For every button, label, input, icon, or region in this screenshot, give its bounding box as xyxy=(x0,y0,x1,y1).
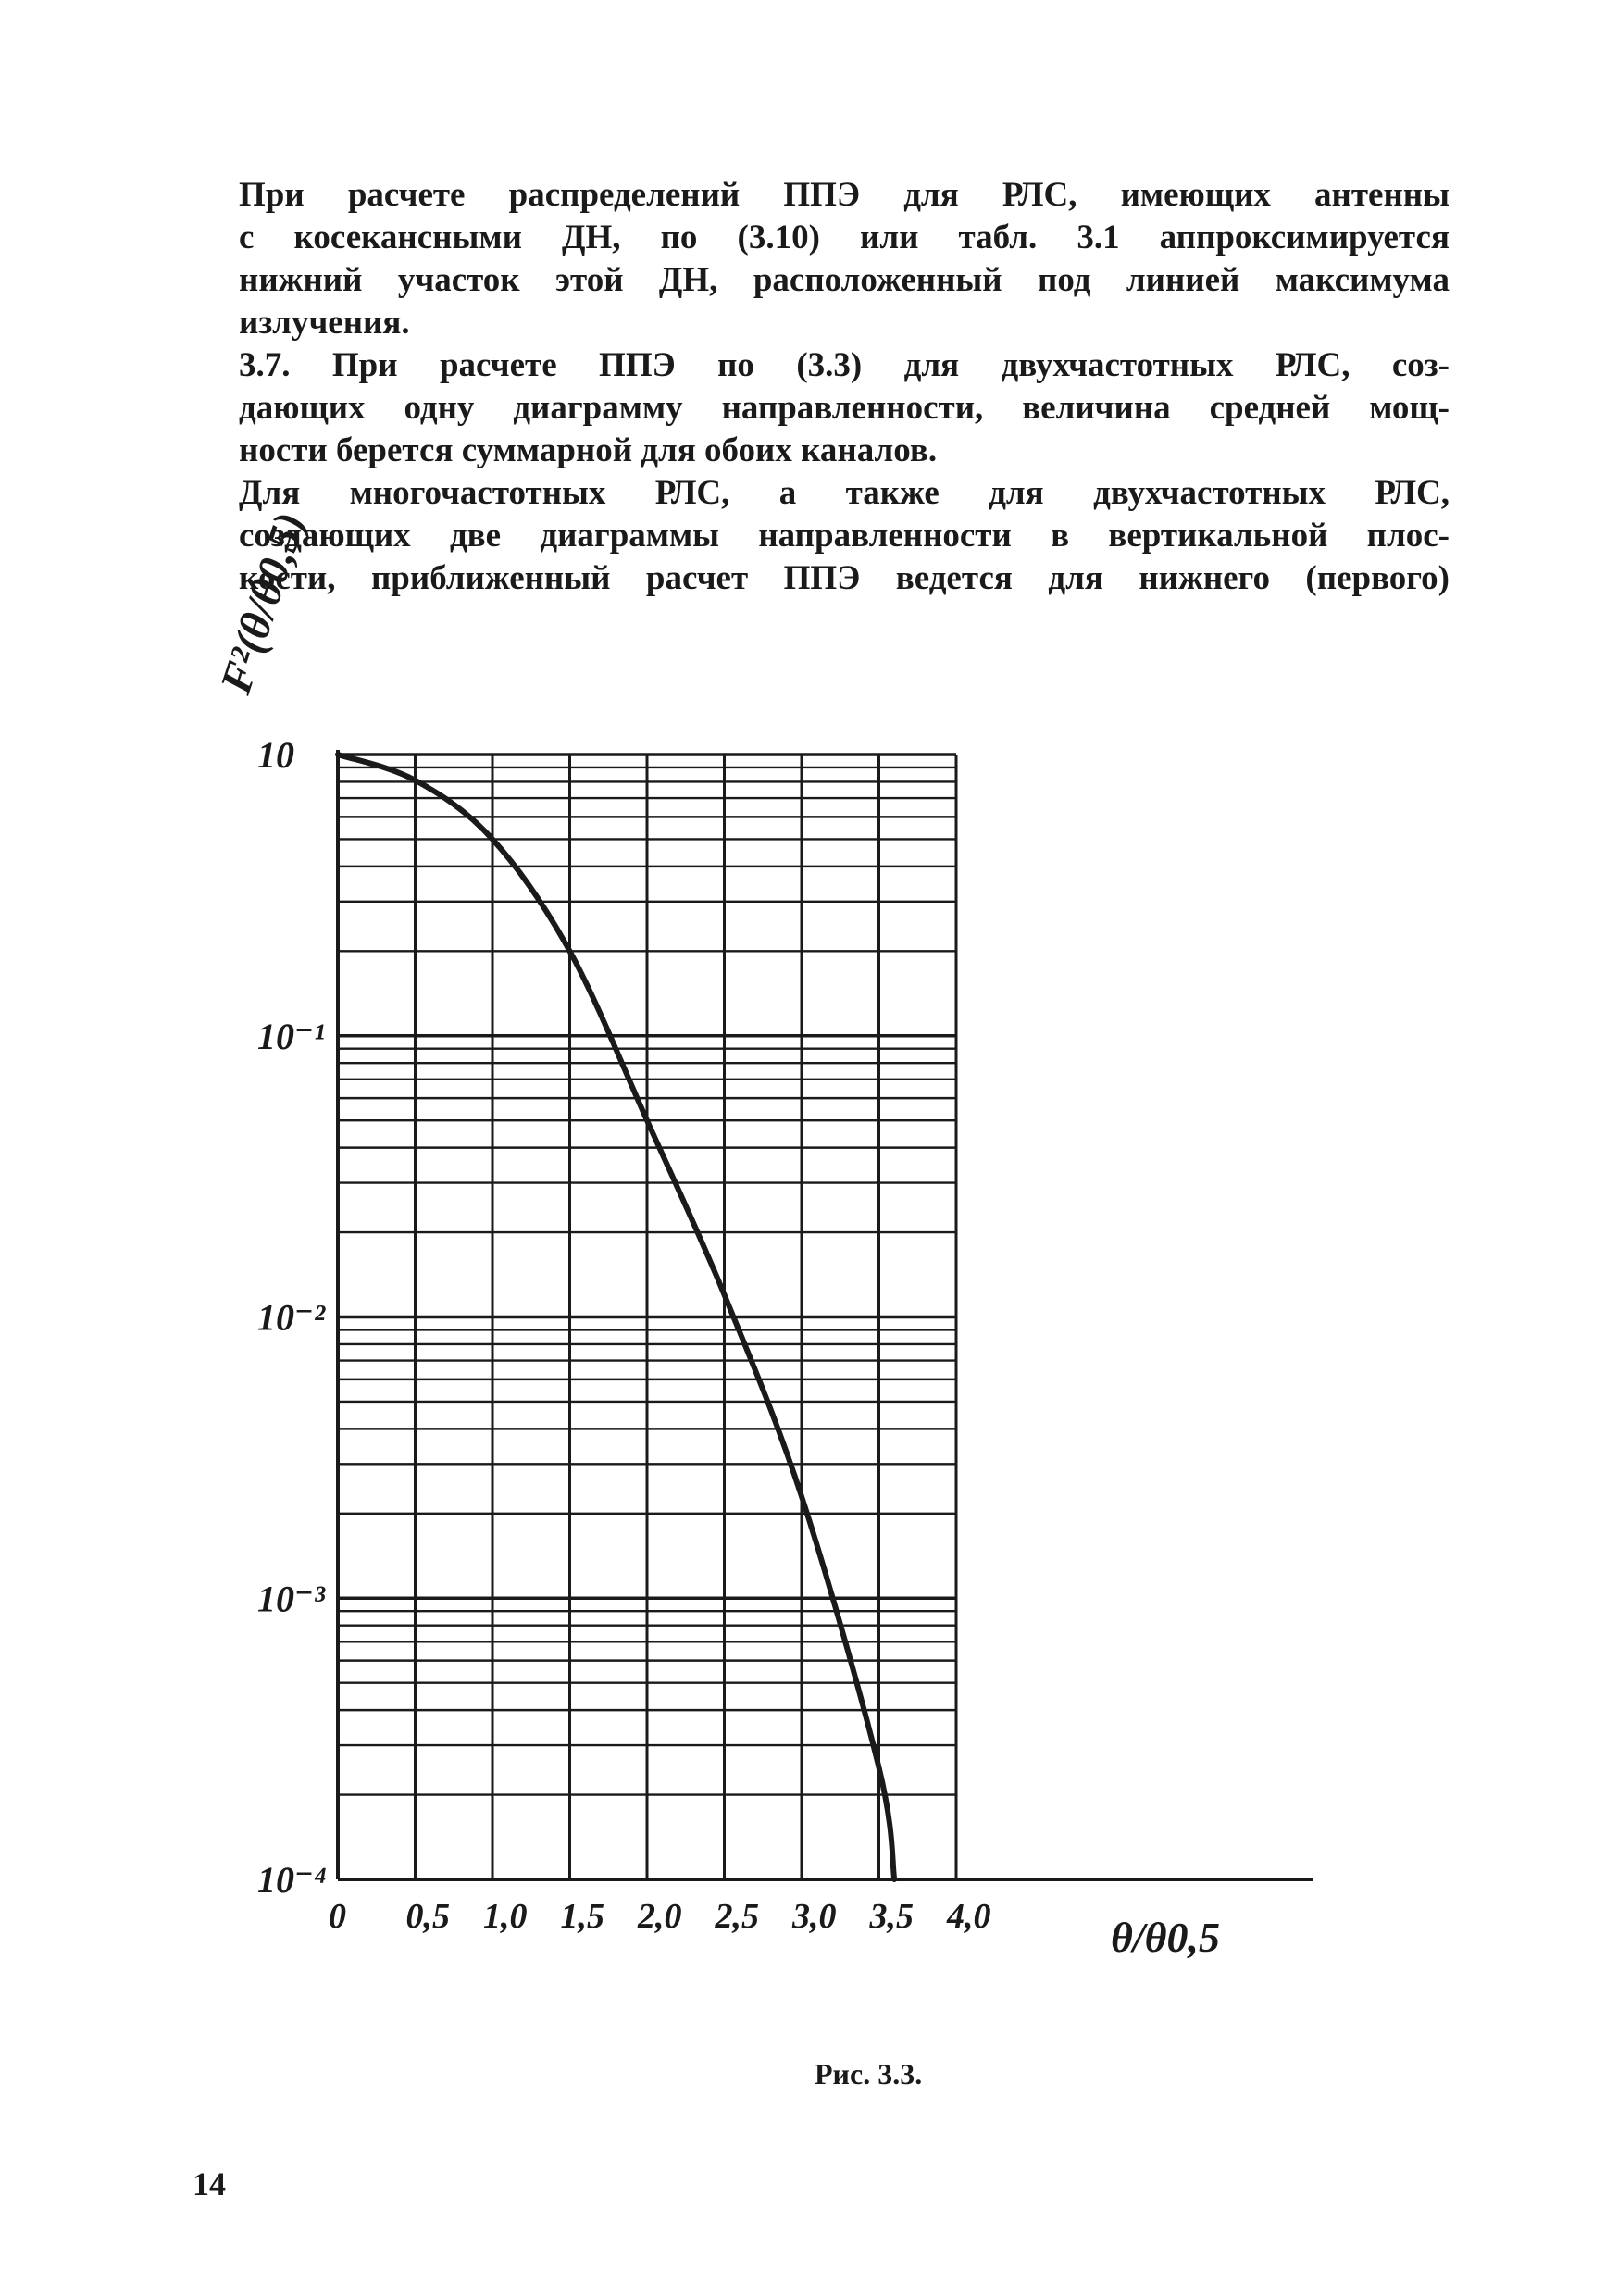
text-line: нижний участок этой ДН, расположенный под линией максимума xyxy=(239,261,1450,299)
text-line: кости, приближенный расчет ППЭ ведется для нижнего (первого) xyxy=(239,559,1450,597)
page-number: 14 xyxy=(193,2165,226,2202)
x-tick-label: 2,0 xyxy=(638,1897,682,1936)
x-axis-label: θ/θ0,5 xyxy=(1111,1914,1221,1961)
text-line: При расчете распределений ППЭ для РЛС, имеющих антенны xyxy=(239,176,1450,214)
chart-axis-labels xyxy=(211,506,1220,1961)
figure-caption: Рис. 3.3. xyxy=(815,2057,923,2090)
x-tick-label: 3,0 xyxy=(792,1897,837,1936)
text-line: излучения. xyxy=(239,304,410,342)
y-tick-label: 10⁻⁴ xyxy=(257,1859,328,1901)
text-line: ности берется суммарной для обоих каналов. xyxy=(239,431,938,469)
y-axis-label: F²(θ/θ0,5) xyxy=(211,506,316,700)
y-tick-label: 10⁻² xyxy=(257,1296,326,1339)
y-tick-label: 10⁻³ xyxy=(257,1578,326,1620)
x-tick-label: 4,0 xyxy=(947,1897,991,1936)
x-tick-label: 1,0 xyxy=(483,1897,528,1936)
text-line: создающих две диаграммы направленности в вертикальной плос- xyxy=(239,517,1450,555)
x-tick-label: 1,5 xyxy=(560,1897,604,1936)
x-tick-label: 0 xyxy=(329,1897,346,1936)
text-line: дающих одну диаграмму направленности, величина средней мощ- xyxy=(239,389,1450,427)
x-tick-label: 0,5 xyxy=(405,1897,450,1936)
y-tick-label: 10 xyxy=(257,734,294,776)
text-line: с косекансными ДН, по (3.10) или табл. 3.1 аппроксимируется xyxy=(239,218,1450,256)
text-line: Для многочастотных РЛС, а также для двухчастотных РЛС, xyxy=(239,474,1450,512)
y-tick-label: 10⁻¹ xyxy=(257,1015,326,1057)
x-tick-label: 2,5 xyxy=(715,1897,759,1936)
x-tick-label: 3,5 xyxy=(869,1897,914,1936)
chart-tick-labels xyxy=(257,734,991,1936)
text-line: 3.7. При расчете ППЭ по (3.3) для двухчастотных РЛС, соз- xyxy=(239,346,1450,384)
